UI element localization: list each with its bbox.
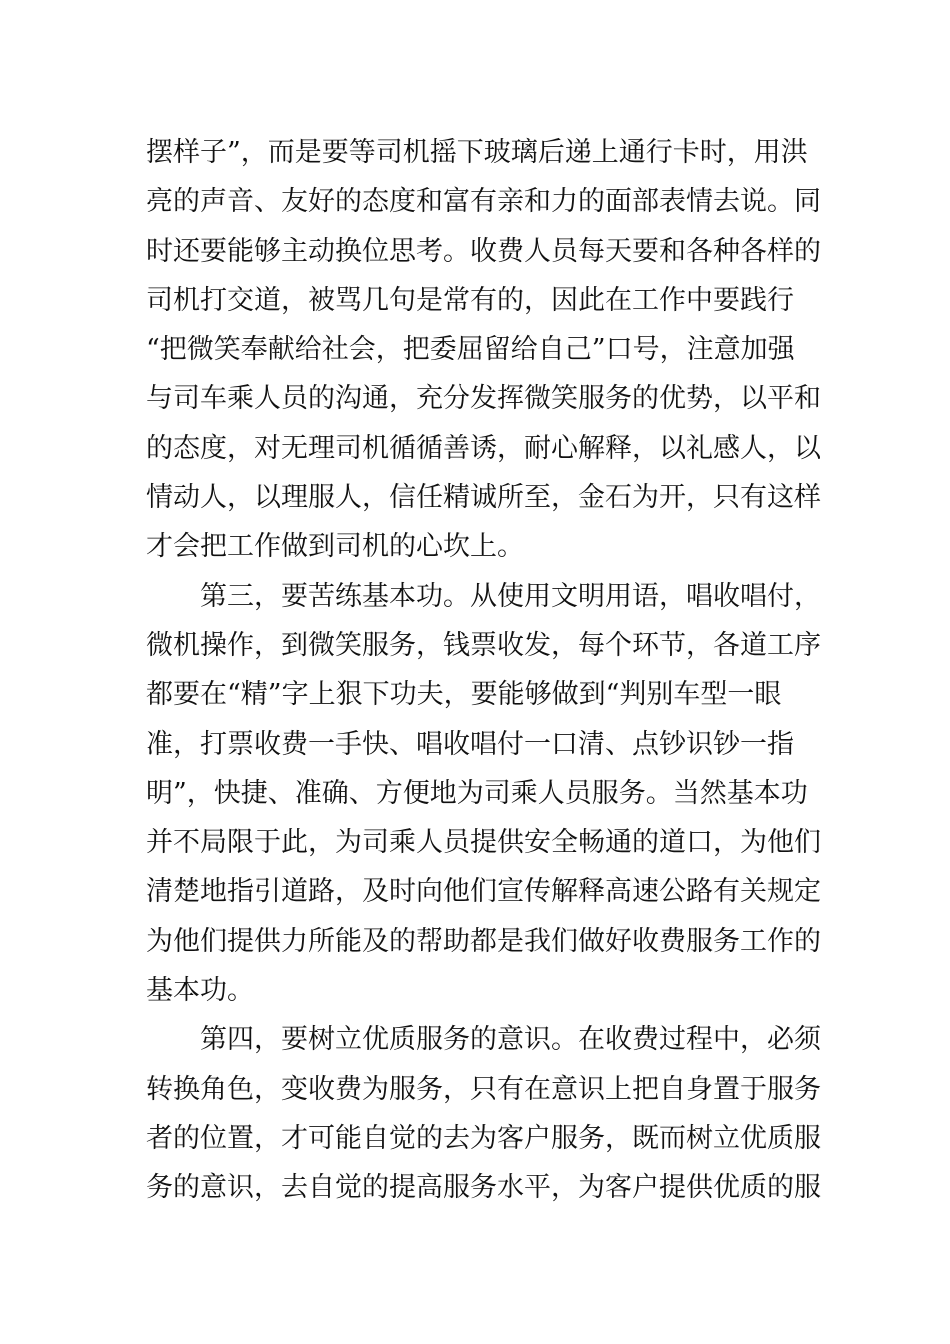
text-line: 转换角色，变收费为服务，只有在意识上把自身置于服务 <box>146 1073 821 1105</box>
paragraph-start-line: 第三，要苦练基本功。从使用文明用语，唱收唱付， <box>200 580 821 612</box>
text-line: 与司车乘人员的沟通，充分发挥微笑服务的优势，以平和 <box>146 383 821 415</box>
text-line: 都要在“精”字上狠下功夫，要能够做到“判别车型一眼 <box>146 679 782 711</box>
text-line: 微机操作，到微笑服务，钱票收发，每个环节，各道工序 <box>146 629 821 661</box>
text-line: 者的位置，才可能自觉的去为客户服务，既而树立优质服 <box>146 1122 821 1154</box>
text-line: 明”，快捷、准确、方便地为司乘人员服务。当然基本功 <box>146 777 808 809</box>
text-line: 清楚地指引道路，及时向他们宣传解释高速公路有关规定 <box>146 876 821 908</box>
text-line: 摆样子”，而是要等司机摇下玻璃后递上通行卡时，用洪 <box>146 137 808 168</box>
text-line: 情动人，以理服人，信任精诚所至，金石为开，只有这样 <box>146 482 821 514</box>
text-line: 为他们提供力所能及的帮助都是我们做好收费服务工作的 <box>146 925 821 957</box>
text-line: 才会把工作做到司机的心坎上。 <box>146 531 524 563</box>
text-line: 基本功。 <box>146 975 254 1007</box>
text-line: “把微笑奉献给社会，把委屈留给自己”口号，注意加强 <box>146 334 795 366</box>
text-line: 准，打票收费一手快、唱收唱付一口清、点钞识钞一指 <box>146 728 794 760</box>
text-line: 亮的声音、友好的态度和富有亲和力的面部表情去说。同 <box>146 186 821 218</box>
text-line: 的态度，对无理司机循循善诱，耐心解释，以礼感人，以 <box>146 432 821 464</box>
text-line: 并不局限于此，为司乘人员提供安全畅通的道口，为他们 <box>146 827 821 859</box>
text-line: 务的意识，去自觉的提高服务水平，为客户提供优质的服 <box>146 1172 821 1204</box>
body-text <box>146 128 821 1213</box>
text-line: 时还要能够主动换位思考。收费人员每天要和各种各样的 <box>146 235 821 267</box>
text-line: 司机打交道，被骂几句是常有的，因此在工作中要践行 <box>146 284 794 316</box>
paragraph-start-line: 第四，要树立优质服务的意识。在收费过程中，必须 <box>200 1024 821 1056</box>
